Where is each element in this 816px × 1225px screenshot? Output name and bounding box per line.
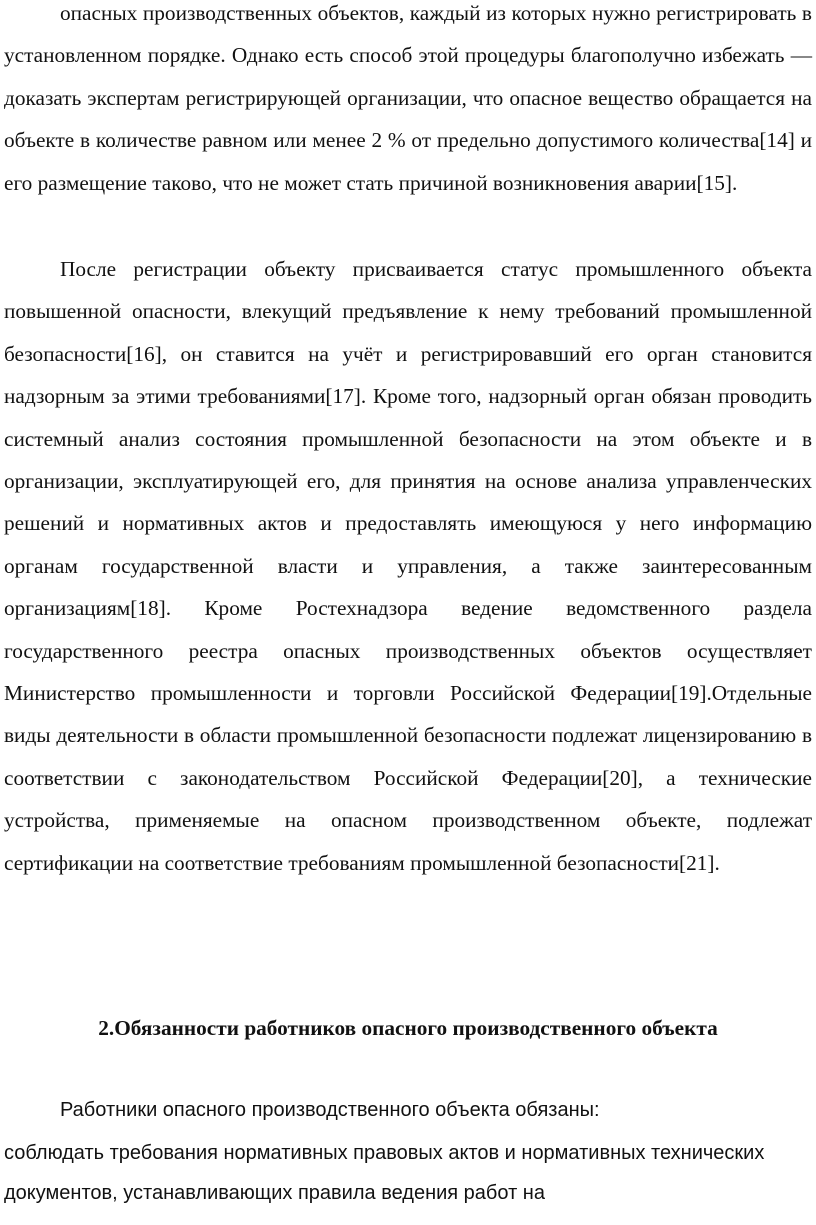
intro-line: Работники опасного производственного объекта обязаны: (60, 1099, 600, 1121)
paragraph-supervision: После регистрации объекту присваивается статус промышленного объекта повышенной опасности, влекущий предъявление к нему требований промышленной безопасности[16], он ставится на учёт и регистрировавший его орган становится надзорным за этими требованиями[17]. Кроме того, надзорный орган обязан проводить системный анализ состояния промышленной безопасности на этом объекте и в организации, эксплуатирующей его, для принятия на основе анализа управленческих решений и нормативных актов и предоставлять имеющуюся у него информацию органам государственной власти и управления, а также заинтересованным организациям[18]. Кроме Ростехнадзора ведение ведомственного раздела государственного реестра опасных производственных объектов осуществляет Министерство промышленности и торговли Российской Федерации[19].Отдельные виды деятельности в области промышленной безопасности подлежат лицензированию в соответствии с законодательством Российской Федерации[20], а технические устройства, применяемые на опасном производственном объекте, подлежат сертификации на соответствие требованиям промышленной безопасности[21]. (4, 257, 812, 875)
section-heading: 2.Обязанности работников опасного производственного объекта (98, 1016, 718, 1040)
paragraph-duties: соблюдать требования нормативных правовых актов и нормативных технических документов, устанавливающих правила ведения работ на (4, 1142, 765, 1204)
paragraph-registration: опасных производственных объектов, каждый из которых нужно регистрировать в установленном порядке. Однако есть способ этой процедуры благополучно избежать — доказать экспертам регистрирующей организации, что опасное вещество обращается на объекте в количестве равном или менее 2 % от предельно допустимого количества[14] и его размещение таково, что не может стать причиной возникновения аварии[15]. (4, 1, 812, 195)
